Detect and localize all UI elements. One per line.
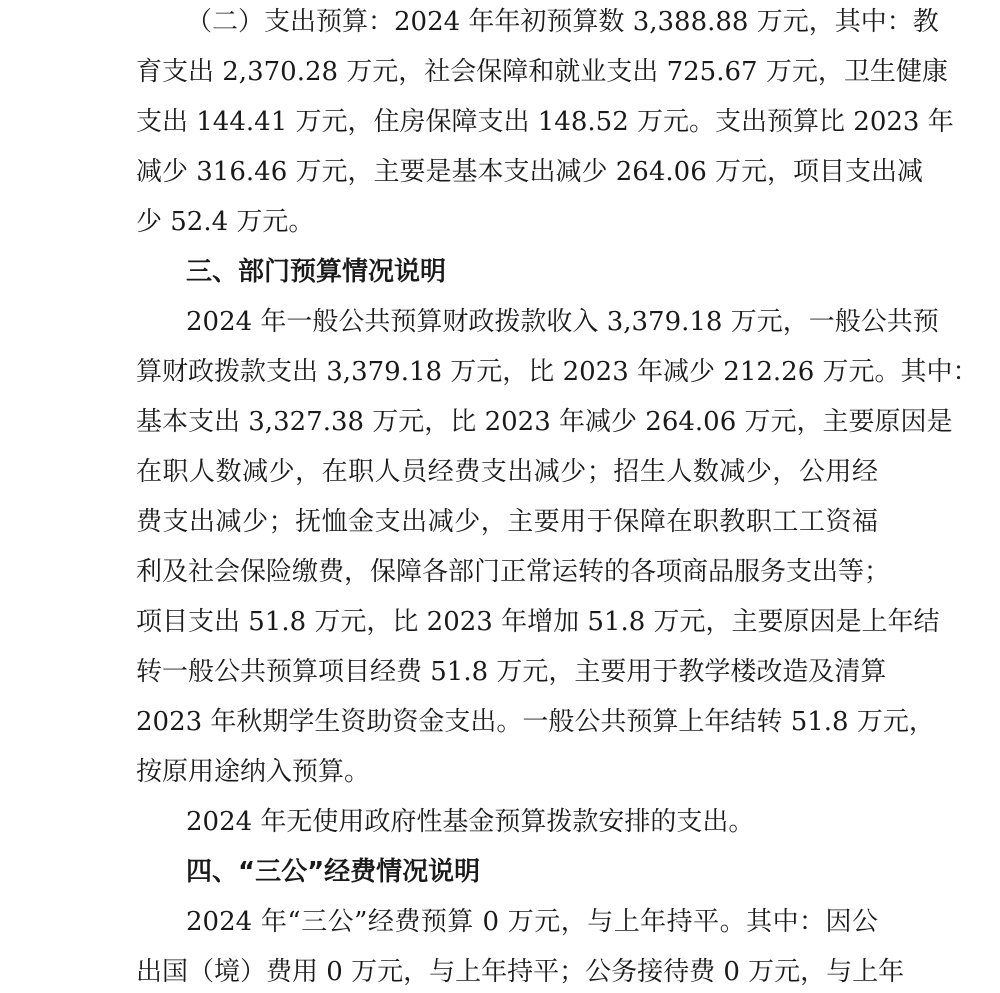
paragraph-line: 2024 年无使用政府性基金预算拨款安排的支出。 <box>186 807 755 837</box>
paragraph-line: 出国（境）费用 0 万元，与上年持平；公务接待费 0 万元，与上年 <box>136 957 905 987</box>
paragraph-line: （二）支出预算：2024 年年初预算数 3,388.88 万元，其中：教 <box>186 7 939 37</box>
paragraph-line: 算财政拨款支出 3,379.18 万元，比 2023 年减少 212.26 万元。其中： <box>136 357 979 387</box>
paragraph-line: 基本支出 3,327.38 万元，比 2023 年减少 264.06 万元，主要原因是 <box>136 407 953 437</box>
paragraph-line: 在职人数减少，在职人员经费支出减少；招生人数减少，公用经 <box>136 457 878 487</box>
paragraph-line: 转一般公共预算项目经费 51.8 万元，主要用于教学楼改造及清算 <box>136 657 887 687</box>
paragraph-line: 2023 年秋期学生资助资金支出。一般公共预算上年结转 51.8 万元， <box>136 707 935 737</box>
paragraph-line: 减少 316.46 万元，主要是基本支出减少 264.06 万元，项目支出减 <box>136 157 924 187</box>
paragraph-line: 支出 144.41 万元，住房保障支出 148.52 万元。支出预算比 2023 年 <box>136 107 954 137</box>
paragraph-line: 项目支出 51.8 万元，比 2023 年增加 51.8 万元，主要原因是上年结 <box>136 607 940 637</box>
paragraph-line: 按原用途纳入预算。 <box>136 757 371 787</box>
section-heading-3: 三、部门预算情况说明 <box>186 257 447 287</box>
paragraph-line: 2024 年一般公共预算财政拨款收入 3,379.18 万元，一般公共预 <box>186 307 939 337</box>
paragraph-line: 2024 年“三公”经费预算 0 万元，与上年持平。其中：因公 <box>186 907 878 937</box>
paragraph-line: 利及社会保险缴费，保障各部门正常运转的各项商品服务支出等； <box>136 557 891 587</box>
paragraph-line: 费支出减少；抚恤金支出减少，主要用于保障在职教职工工资福 <box>136 507 878 537</box>
section-heading-4: 四、“三公”经费情况说明 <box>186 857 481 887</box>
paragraph-line: 育支出 2,370.28 万元，社会保障和就业支出 725.67 万元，卫生健康 <box>136 57 948 87</box>
paragraph-line: 少 52.4 万元。 <box>136 207 315 237</box>
